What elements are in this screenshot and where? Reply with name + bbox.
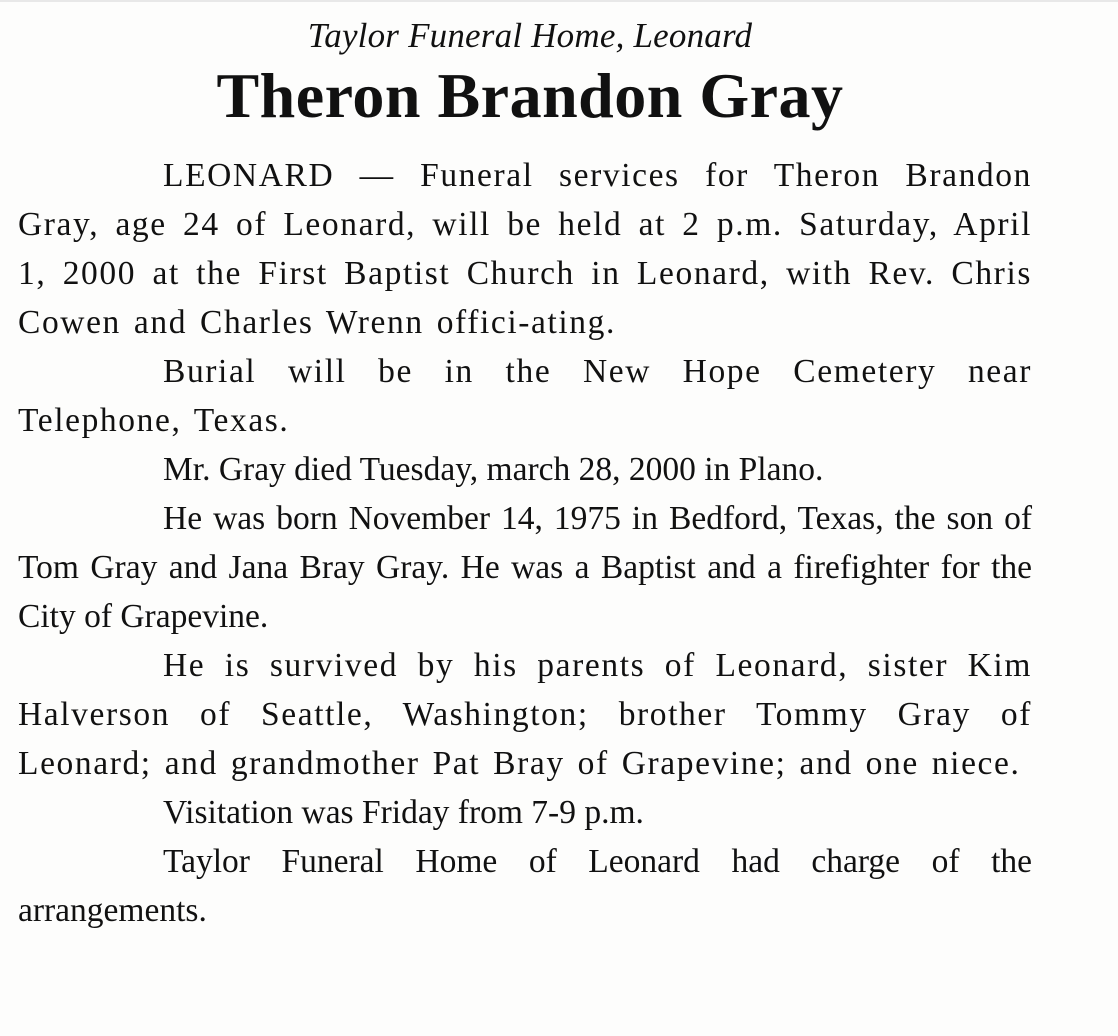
birth-paragraph: He was born November 14, 1975 in Bedford, Texas, the son of Tom Gray and Jana Bray Gray. He was a Baptist and a firefighter for the City of Grapevine. [18,500,1032,635]
visitation-paragraph: Visitation was Friday from 7-9 p.m. [163,794,644,831]
scan-edge [0,0,1118,2]
obituary-headline: Theron Brandon Gray [216,60,844,131]
arrangements-paragraph: Taylor Funeral Home of Leonard had charge of the arrangements. [18,843,1032,929]
funeral-home-dateline: Taylor Funeral Home, Leonard [307,16,753,55]
burial-paragraph: Burial will be in the New Hope Cemetery near Telephone, Texas. [18,353,1032,439]
survivors-paragraph: He is survived by his parents of Leonard, sister Kim Halverson of Seattle, Washington; brother Tommy Gray of Leonard; and grandmother Pat Bray of Grapevine; and one niece. [18,647,1032,782]
obituary-body [18,151,1032,935]
death-paragraph: Mr. Gray died Tuesday, march 28, 2000 in Plano. [163,451,824,488]
services-paragraph: LEONARD — Funeral services for Theron Brandon Gray, age 24 of Leonard, will be held at 2 p.m. Saturday, April 1, 2000 at the First Baptist Church in Leonard, with Rev. Chris Cowen and Charles Wrenn offici-ating. [18,157,1032,341]
